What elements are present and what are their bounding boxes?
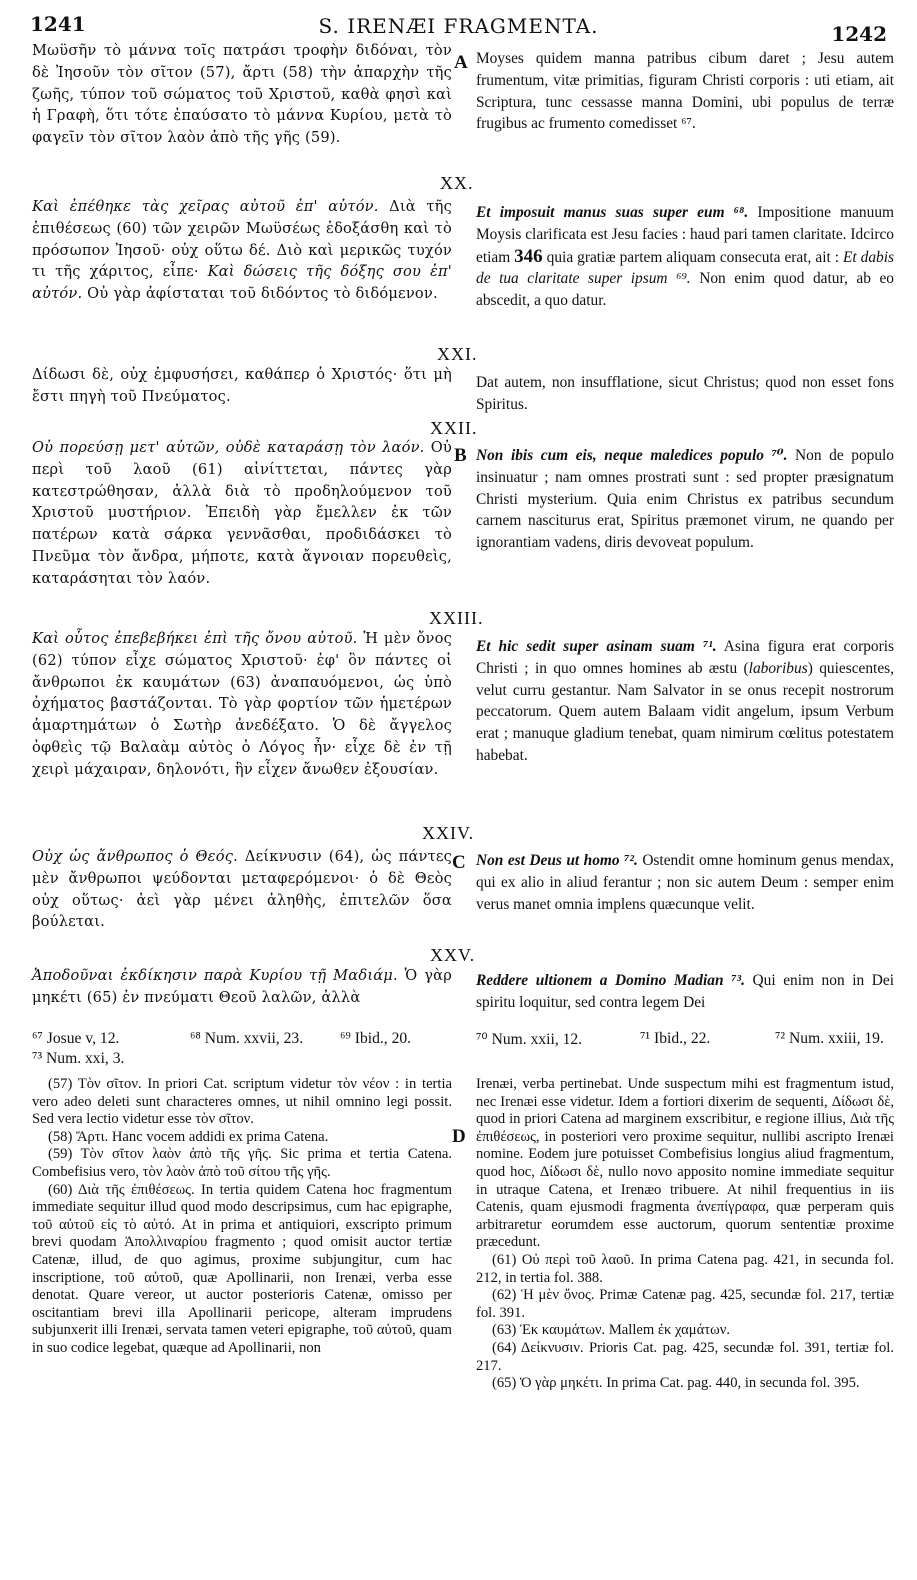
greek-text: Οὐ γὰρ ἀφίσταται τοῦ διδόντος τὸ διδόμενον.: [82, 285, 438, 303]
latin-text: ) quiescentes, velut curru gestantur. Nam Salvator in se onus recepit nostrorum peccatorum. Quem autem Balaam vidit angelum, ipsum Verbum erat ; manuque gladium tenebat, quam nimirum cœlitus potestatem habebat.: [476, 659, 895, 764]
greek-paragraph: [32, 437, 452, 590]
footnote-ref: ⁶⁹ Ibid., 20.: [340, 1030, 412, 1047]
latin-paragraph: [476, 445, 894, 554]
note-59: (59) Τὸν σῖτον λαὸν ἀπὸ τῆς γῆς. Sic prima et tertia Catena. Combefisius vero, τὸν λαὸν ἀπὸ τοῦ σίτου τῆς γῆς.: [32, 1146, 452, 1180]
greek-text-xx: [32, 196, 452, 305]
page-number-right: 1242: [831, 22, 887, 46]
greek-text: Ἡ μὲν ὄνος (62) τύπον εἶχε σώματος Χριστοῦ· ἐφ' ὃν πάντες οἱ ἄνθρωποι ἐκ καυμάτων (63) ἀναπαυόμενοι, ὡς ὑπὸ ὀχήματος βαστάζονται. Τὸ γὰρ φορτίον τῶν ἡμετέρων ἁμαρτημάτων ὁ Σωτὴρ ἀνεδέξατο. Ὁ δὲ ἄγγελος ὀφθεὶς τῷ Βαλαὰμ αὐτὸς ὁ Λόγος ἦν· εἶχε δὲ ἐν τῇ χειρὶ μάχαιραν, δηλονότι, ἣν εἶχεν ἄνωθεν ἐξουσίαν.: [32, 630, 452, 778]
note-60-continued: Irenæi, verba pertinebat. Unde suspectum mihi est fragmentum istud, nec Irenæi esse videtur. Idem a fortiori dixerim de sequenti, Δίδωσι δὲ, quod in priori Catena ad marginem exscribitur, e regione illius, Διὰ τῆς ἐπιθέσεως, in posteriori vero proxime sequitur, nullibi ascripto Irenæi nomine. Eodem jure potuisset Combefisius longius aliud fragmentum, quod hoc, Δίδωσι δὲ, nullo novo apposito nomine immediate sequitur in utraque Catena, et Irenæo tribuere. At nihil frequentius in iis Catenis, quam ejusmodi fragmenta ἀνεπίγραφα, quæ perperam quis arbitraretur eorumdem esse auctorum, quorum sententiæ proxime præcedunt.: [476, 1076, 894, 1251]
greek-lemma: Καὶ ἐπέθηκε τὰς χεῖρας αὐτοῦ ἐπ' αὐτόν.: [32, 198, 379, 215]
latin-text: Non enim quod datur, ab eo abscedit, a quo datur.: [476, 270, 894, 310]
greek-text-xxi: [32, 364, 452, 408]
latin-text-xxii: [476, 445, 894, 554]
latin-lemma: Non est Deus ut homo ⁷².: [476, 852, 638, 869]
greek-quote: Καὶ δώσεις τῆς δόξης σου ἐπ' αὐτόν.: [32, 263, 452, 303]
section-heading-xxiii: XXIII.: [429, 608, 484, 628]
note-58: (58) Ἄρτι. Hanc vocem addidi ex prima Catena.: [48, 1128, 329, 1145]
latin-lemma: Non ibis cum eis, neque maledices populo ⁷⁰.: [476, 447, 788, 464]
page-title: S. IRENÆI FRAGMENTA.: [318, 14, 599, 38]
greek-text: Ὁ γὰρ μηκέτι (65) ἐν πνεύματι Θεοῦ λαλῶν, ἀλλὰ: [32, 967, 452, 1006]
greek-paragraph: [32, 196, 452, 305]
note-65: (65) Ὁ γὰρ μηκέτι. In prima Cat. pag. 440, in secunda fol. 395.: [492, 1375, 860, 1392]
greek-lemma: Καὶ οὗτος ἐπεβεβήκει ἐπὶ τῆς ὄνου αὐτοῦ.: [32, 630, 358, 647]
margin-letter-d: D: [452, 1126, 466, 1147]
latin-paragraph: Moyses quidem manna patribus cibum daret ; Jesu autem frumentum, vitæ primitias, figuram Christi corporis : uti etiam, ait Scriptura, tunc cessasse manna Domini, ubi populus de terræ frugibus ac frumento comedisset ⁶⁷.: [476, 50, 894, 133]
margin-letter-c: C: [452, 852, 466, 873]
latin-lemma: Et imposuit manus suas super eum ⁶⁸.: [476, 204, 749, 221]
note-62: (62) Ἡ μὲν ὄνος. Primæ Catenæ pag. 425, secundæ fol. 217, tertiæ fol. 391.: [476, 1287, 894, 1321]
note-60: (60) Διὰ τῆς ἐπιθέσεως. In tertia quidem Catena hoc fragmentum immediate sequitur illud quod modo descripsimus, cum hac epigraphe, τοῦ αὐτοῦ εἰς τὸ αὐτό. At in prima et antiquiori, exscripto primum brevi quodam Ἀπολλιναρίου fragmento ; quod omisit auctor tertiæ Catenæ, illud, de quo agimus, proxime subjungitur, cum hac inscriptione, τοῦ αὐτοῦ, quæ Apollinarii, non Irenæi, verba esse denotat. Quare vereor, ut auctor posterioris Catenæ, omisso per oscitantiam brevi illa Apollinarii pericope, alteram imprudens subjunxerit illi Irenæi, servata tamen veteri epigraphe, τοῦ αὐτοῦ, quam in suo codice legebat, quæque ad Apollinarii, non: [32, 1181, 452, 1356]
section-heading-xx: XX.: [440, 173, 474, 193]
latin-text: Impositione manuum Moysis clarificata est Jesu facies : haud pari tamen claritate. Idcirco etiam: [476, 204, 894, 266]
greek-text-opening: [32, 40, 452, 149]
margin-letter-a: A: [454, 52, 468, 73]
latin-text: Qui enim non in Dei spiritu loquitur, sed contra legem Dei: [476, 972, 894, 1011]
note-63: (63) Ἐκ καυμάτων. Mallem ἐκ χαμάτων.: [492, 1322, 730, 1339]
section-heading-xxii: XXII.: [430, 418, 478, 438]
footnote-ref: ⁶⁷ Josue v, 12.: [32, 1030, 120, 1047]
latin-paragraph: Dat autem, non insufflatione, sicut Christus; quod non esset fons Spiritus.: [476, 374, 894, 413]
latin-lemma: Reddere ultionem a Domino Madian ⁷³.: [476, 972, 745, 989]
latin-paragraph: [476, 970, 894, 1014]
greek-paragraph: [32, 846, 452, 933]
section-heading-xxi: XXI.: [437, 344, 478, 364]
latin-text-xxv: [476, 970, 894, 1014]
latin-paragraph: [476, 636, 894, 767]
greek-lemma: Οὐ πορεύσῃ μετ' αὐτῶν, οὐδὲ καταράσῃ τὸν λαόν.: [32, 439, 425, 456]
greek-text-xxiv: [32, 846, 452, 933]
note-64: (64) Δείκνυσιν. Prioris Cat. pag. 425, secundæ fol. 391, tertiæ fol. 217.: [476, 1339, 894, 1374]
greek-text: Δείκνυσιν (64), ὡς πάντες μὲν ἄνθρωποι ψεύδονται μεταφερόμενοι· ὁ δὲ Θεὸς οὐχ οὕτως· ἀεὶ γὰρ μένει ἀληθὴς, ἐπιτελῶν ὅσα βούλεται.: [32, 848, 452, 931]
greek-paragraph: Δίδωσι δὲ, οὐχ ἐμφυσήσει, καθάπερ ὁ Χριστός· ὅτι μὴ ἔστι πηγὴ τοῦ Πνεύματος.: [32, 366, 452, 405]
running-header: [30, 12, 887, 46]
latin-text-xxiv: [476, 850, 894, 915]
latin-text: Asina figura erat corporis Christi ; in quo omnes homines ab æstu (: [476, 638, 894, 677]
column-number: 346: [514, 245, 543, 267]
editor-notes-right: [476, 1076, 894, 1393]
greek-text: Οὐ περὶ τοῦ λαοῦ (61) αἰνίττεται, πάντες γὰρ κατεστρώθησαν, ἀλλὰ διὰ τὸ προδηλούμενον τοῦ Χριστοῦ μυστήριον. Ἐπειδὴ γὰρ ἔμελλεν ἐκ τῶν πατέρων κατὰ σάρκα γεννᾶσθαι, προδιδάσκει τὸ Πνεῦμα τὸν ἄνδρα, μήποτε, κατὰ ἄγνοιαν πορευθεὶς, καταράσηται τὸν λαόν.: [32, 439, 453, 587]
latin-text: quia gratiæ partem aliquam consecuta erat, ait :: [542, 248, 839, 266]
latin-paragraph: [476, 202, 894, 312]
footnote-ref: ⁷¹ Ibid., 22.: [640, 1030, 711, 1047]
footnote-ref: ⁷³ Num. xxi, 3.: [32, 1050, 125, 1067]
latin-text-xxiii: [476, 636, 894, 767]
latin-quote: Et dabis de tua claritate super ipsum ⁶⁹.: [476, 248, 894, 288]
latin-text: Ostendit omne hominum genus mendax, qui ex alio in aliud ferantur ; non sic autem Deum : semper enim verus manet omnia implens quæcunque velit.: [476, 852, 894, 913]
note-57: (57) Τὸν σῖτον. In priori Cat. scriptum videtur τὸν νέον : in tertia vero adeo deleti sunt characteres omnes, ut nihil omnino legi possit. Sed vera lectio videtur esse τὸν σῖτον.: [32, 1076, 452, 1128]
greek-text-xxii: [32, 437, 452, 590]
latin-paragraph: [476, 850, 894, 915]
greek-paragraph: [32, 965, 452, 1009]
latin-text: Non de populo insinuatur ; nam omnes prostrati sunt : sed propter præsignatum Christi mysterium. Quia enim Christus ex patribus secundum carnem nasciturus erat, Spiritus præmonet virum, ne quando per ignorantiam vadens, diris devoveat populum.: [476, 447, 894, 552]
latin-lemma: Et hic sedit super asinam suam ⁷¹.: [476, 638, 717, 655]
latin-gloss: laboribus: [748, 659, 808, 677]
section-heading-xxiv: XXIV.: [422, 823, 475, 843]
greek-text-xxiii: [32, 628, 452, 781]
section-heading-xxv: XXV.: [430, 945, 476, 965]
greek-paragraph: [32, 628, 452, 781]
footnote-ref: ⁶⁸ Num. xxvii, 23.: [190, 1030, 304, 1047]
greek-lemma: Οὐχ ὡς ἄνθρωπος ὁ Θεός.: [32, 848, 238, 865]
greek-text: Διὰ τῆς ἐπιθέσεως (60) τῶν χειρῶν Μωϋσέως ἐδοξάσθη καὶ τὸ πρόσωπον Ἰησοῦ· οὐχ οὕτω δέ. Διὸ καὶ μερικῶς τυχόν τι τῆς χάριτος, εἶπε·: [32, 198, 452, 281]
footnote-ref: ⁷² Num. xxiii, 19.: [775, 1030, 884, 1047]
greek-lemma: Ἀποδοῦναι ἐκδίκησιν παρὰ Κυρίου τῇ Μαδιάμ.: [32, 967, 398, 984]
editor-notes-left: [32, 1076, 452, 1358]
greek-paragraph: Μωϋσῆν τὸ μάννα τοῖς πατράσι τροφὴν διδόναι, τὸν δὲ Ἰησοῦν τὸν σῖτον (57), ἄρτι (58) τὴν ἀπαρχὴν τῆς ζωῆς, τύπον τοῦ σώματος τοῦ Χριστοῦ, καθὰ φησὶ καὶ ἡ Γραφὴ, ὅτι τότε ἐπαύσατο τὸ μάννα Κυρίου, μετὰ τὸ φαγεῖν τὸν σῖτον λαὸν ἀπὸ τῆς γῆς (59).: [32, 42, 452, 147]
page-number-left: 1241: [30, 12, 86, 36]
greek-text-xxv: [32, 965, 452, 1009]
note-61: (61) Οὐ περὶ τοῦ λαοῦ. In prima Catena pag. 421, in secunda fol. 212, in tertia fol. 388.: [476, 1251, 894, 1286]
margin-letter-b: B: [454, 445, 467, 466]
latin-text-xxi: [476, 372, 894, 416]
footnote-separator: [32, 1027, 887, 1028]
footnote-ref: ⁷⁰ Num. xxii, 12.: [476, 1031, 583, 1048]
latin-text-xx: [476, 202, 894, 312]
latin-text-opening: [476, 48, 894, 135]
